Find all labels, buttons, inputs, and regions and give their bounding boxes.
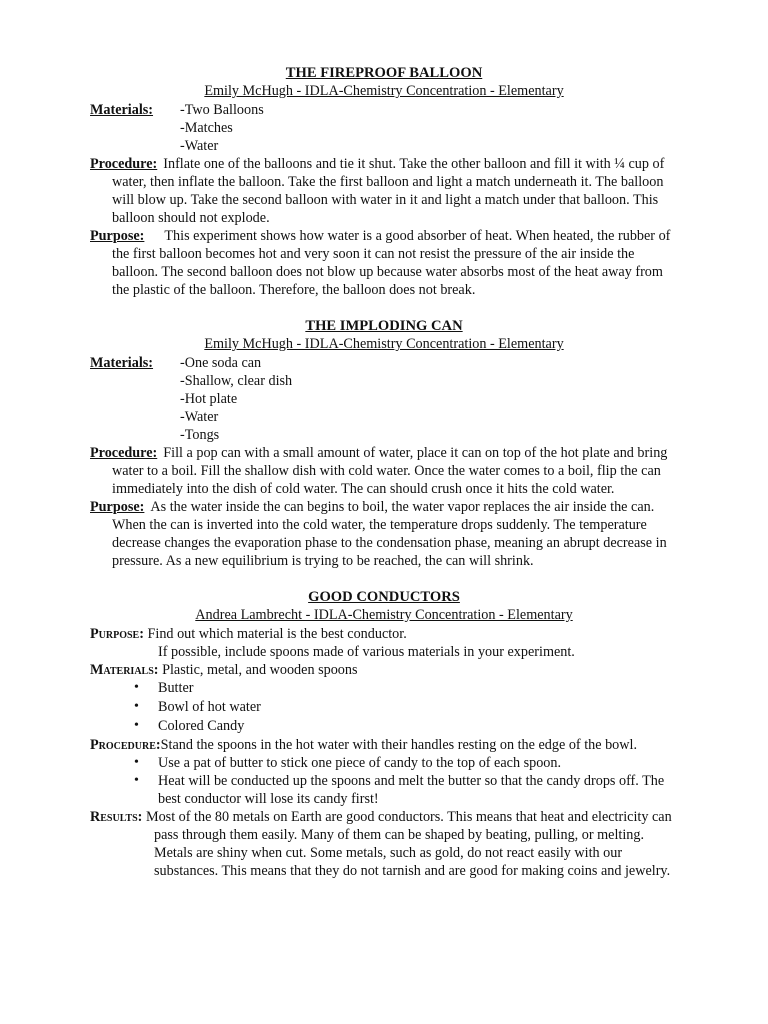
results-text: Most of the 80 metals on Earth are good conductors. This means that heat and electricity can pass through them easily. Many of them can be shaped by beating, pulling, or melting. Metals are shiny when cut. Some metals, such as gold, do not react easily with our substances. This means that they do not tarnish and are good for making coins and jewelry.: [145, 809, 672, 879]
materials-bullet-list: [90, 679, 678, 735]
procedure-label: Procedure:: [90, 445, 158, 461]
materials-paragraph: [90, 661, 678, 679]
document-page: [90, 64, 678, 880]
purpose-paragraph: [90, 625, 678, 643]
procedure-paragraph: [90, 444, 678, 498]
list-item: • Butter: [90, 679, 678, 697]
procedure-label: Procedure:: [90, 156, 158, 172]
material-item: -Two Balloons: [180, 102, 264, 118]
material-item: -Hot plate: [180, 391, 238, 407]
materials-label: Materials:: [90, 662, 159, 678]
procedure-text: Stand the spoons in the hot water with their handles resting on the edge of the bowl.: [160, 737, 637, 753]
materials-block: [90, 354, 678, 444]
results-label: Results:: [90, 809, 143, 825]
list-item: • Colored Candy: [90, 717, 678, 735]
materials-block: [90, 101, 678, 155]
procedure-paragraph: [90, 736, 678, 754]
section-author: Emily McHugh - IDLA-Chemistry Concentration - Elementary: [204, 336, 564, 352]
purpose-text: Find out which material is the best conductor.: [147, 626, 407, 642]
procedure-bullet-list: [90, 754, 678, 808]
section-fireproof-balloon: [90, 64, 678, 299]
purpose-line-2: If possible, include spoons made of various materials in your experiment.: [158, 644, 575, 660]
purpose-label: Purpose:: [90, 626, 144, 642]
purpose-paragraph: [90, 498, 678, 570]
list-item: • Bowl of hot water: [90, 698, 678, 716]
material-item: -Tongs: [180, 427, 220, 443]
section-imploding-can: [90, 317, 678, 570]
purpose-text: This experiment shows how water is a good absorber of heat. When heated, the rubber of the first balloon becomes hot and very soon it can not resist the pressure of the air inside the balloon. The second balloon does not blow up because water absorbs most of the heat away from the plastic of the balloon. Therefore, the balloon does not break.: [112, 228, 671, 298]
section-author: Andrea Lambrecht - IDLA-Chemistry Concentration - Elementary: [195, 607, 573, 623]
materials-list: [180, 101, 264, 155]
materials-list: [180, 354, 292, 444]
list-item: • Use a pat of butter to stick one piece of candy to the top of each spoon.: [90, 754, 678, 772]
procedure-text: Inflate one of the balloons and tie it shut. Take the other balloon and fill it with ¼ cup of water, then inflate the balloon. Take the first balloon and light a match underneath it. The balloon will blow up. Take the second balloon with water in it and light a match under that balloon. This balloon should not explode.: [112, 156, 665, 226]
section-good-conductors: [90, 588, 678, 880]
material-item: -One soda can: [180, 355, 262, 371]
materials-label: Materials:: [90, 355, 154, 371]
purpose-label: Purpose:: [90, 228, 145, 244]
section-author: Emily McHugh - IDLA-Chemistry Concentration - Elementary: [204, 83, 564, 99]
material-item: -Shallow, clear dish: [180, 373, 293, 389]
procedure-paragraph: [90, 155, 678, 227]
purpose-paragraph: [90, 227, 678, 299]
material-item: -Water: [180, 138, 219, 154]
section-title: THE FIREPROOF BALLOON: [285, 65, 483, 81]
materials-text: Plastic, metal, and wooden spoons: [162, 662, 358, 678]
results-paragraph: [90, 808, 678, 880]
materials-label: Materials:: [90, 102, 154, 118]
procedure-text: Fill a pop can with a small amount of water, place it can on top of the hot plate and bring water to a boil. Fill the shallow dish with cold water. Once the water comes to a boil, flip the can immediately into the dish of cold water. The can should crush once it hits the cold water.: [112, 445, 668, 497]
purpose-text: As the water inside the can begins to boil, the water vapor replaces the air inside the can. When the can is inverted into the cold water, the temperature drops suddenly. The temperature decrease changes the evaporation phase to the condensation phase, meaning an abrupt decrease in pressure. As a new equilibrium is trying to be reached, the can will shrink.: [112, 499, 667, 569]
procedure-label: Procedure:: [90, 737, 161, 753]
section-title: THE IMPLODING CAN: [305, 318, 463, 334]
section-title: GOOD CONDUCTORS: [308, 589, 460, 605]
material-item: -Matches: [180, 120, 233, 136]
material-item: -Water: [180, 409, 219, 425]
list-item: • Heat will be conducted up the spoons and melt the butter so that the candy drops off. The best conductor will lose its candy first!: [90, 772, 678, 808]
purpose-label: Purpose:: [90, 499, 145, 515]
